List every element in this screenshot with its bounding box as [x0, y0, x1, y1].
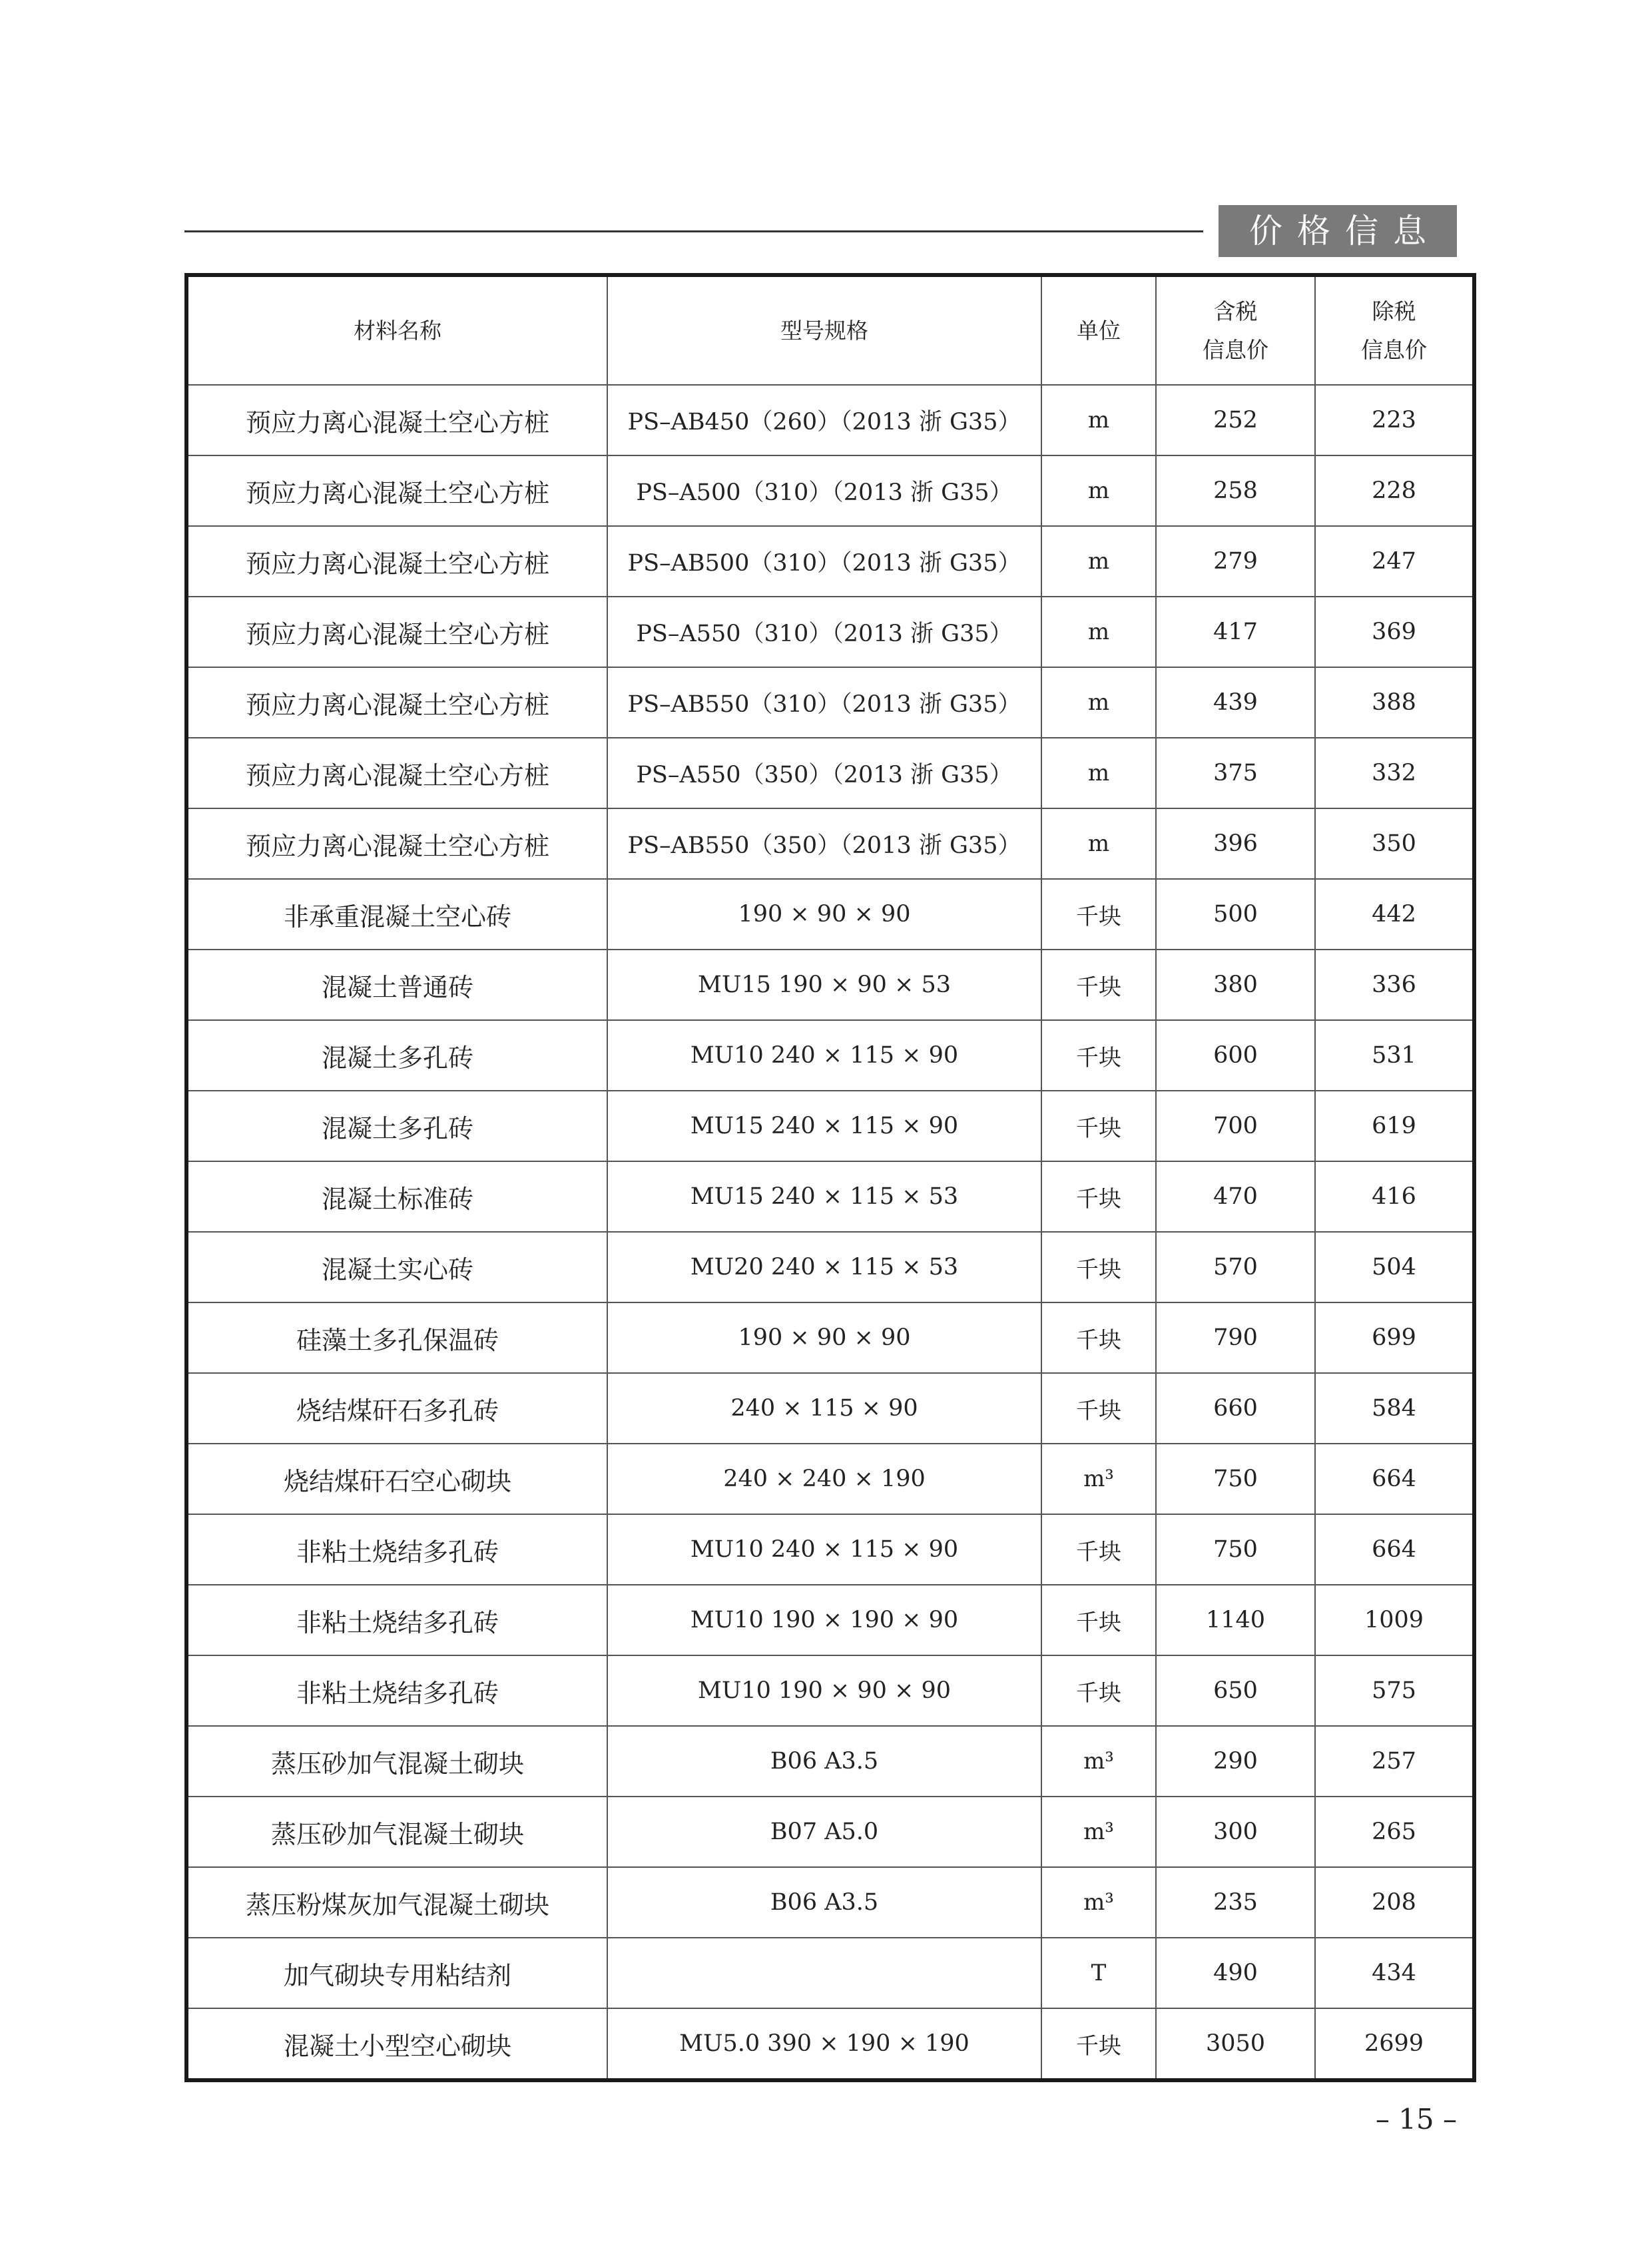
cell-spec: PS–AB550（350）（2013 浙 G35） [607, 808, 1041, 879]
cell-material-name: 混凝土小型空心砌块 [186, 2008, 607, 2080]
table-row [186, 1585, 1474, 1655]
cell-unit: m [1041, 455, 1156, 526]
cell-material-name: 预应力离心混凝土空心方桩 [186, 808, 607, 879]
cell-unit: m [1041, 667, 1156, 738]
cell-unit: 千块 [1041, 1655, 1156, 1726]
table-row [186, 950, 1474, 1020]
table-row [186, 1444, 1474, 1514]
cell-price-tax-included: 300 [1156, 1797, 1315, 1867]
cell-price-tax-excluded: 575 [1315, 1655, 1474, 1726]
cell-material-name: 非承重混凝土空心砖 [186, 879, 607, 950]
cell-unit: m [1041, 808, 1156, 879]
cell-unit: 千块 [1041, 2008, 1156, 2080]
cell-material-name: 预应力离心混凝土空心方桩 [186, 455, 607, 526]
table-row [186, 1655, 1474, 1726]
header-name: 材料名称 [186, 275, 607, 385]
cell-spec: PS–A550（350）（2013 浙 G35） [607, 738, 1041, 808]
cell-price-tax-included: 3050 [1156, 2008, 1315, 2080]
cell-price-tax-included: 600 [1156, 1020, 1315, 1091]
cell-material-name: 预应力离心混凝土空心方桩 [186, 738, 607, 808]
cell-unit: m³ [1041, 1797, 1156, 1867]
cell-unit: m³ [1041, 1444, 1156, 1514]
table-row [186, 1020, 1474, 1091]
cell-spec: MU10 190 × 190 × 90 [607, 1585, 1041, 1655]
cell-material-name: 混凝土实心砖 [186, 1232, 607, 1302]
cell-unit: 千块 [1041, 950, 1156, 1020]
cell-spec: B07 A5.0 [607, 1797, 1041, 1867]
cell-price-tax-excluded: 388 [1315, 667, 1474, 738]
cell-price-tax-included: 750 [1156, 1444, 1315, 1514]
header-spec: 型号规格 [607, 275, 1041, 385]
cell-material-name: 硅藻土多孔保温砖 [186, 1302, 607, 1373]
cell-price-tax-excluded: 247 [1315, 526, 1474, 597]
cell-price-tax-included: 700 [1156, 1091, 1315, 1161]
cell-spec: MU10 240 × 115 × 90 [607, 1020, 1041, 1091]
table-row [186, 667, 1474, 738]
cell-unit: 千块 [1041, 879, 1156, 950]
cell-unit: m [1041, 597, 1156, 667]
cell-material-name: 非粘土烧结多孔砖 [186, 1585, 607, 1655]
cell-unit: m³ [1041, 1726, 1156, 1797]
header-row [186, 275, 1474, 385]
cell-material-name: 混凝土多孔砖 [186, 1020, 607, 1091]
cell-material-name: 预应力离心混凝土空心方桩 [186, 385, 607, 455]
cell-unit: 千块 [1041, 1585, 1156, 1655]
cell-price-tax-included: 500 [1156, 879, 1315, 950]
cell-unit: 千块 [1041, 1514, 1156, 1585]
cell-price-tax-excluded: 619 [1315, 1091, 1474, 1161]
cell-spec: MU5.0 390 × 190 × 190 [607, 2008, 1041, 2080]
cell-price-tax-included: 439 [1156, 667, 1315, 738]
table-row [186, 455, 1474, 526]
cell-spec: PS–AB550（310）（2013 浙 G35） [607, 667, 1041, 738]
header-price-tax-excluded-line1: 除税 [1372, 298, 1416, 324]
cell-unit: 千块 [1041, 1302, 1156, 1373]
cell-spec: MU15 240 × 115 × 53 [607, 1161, 1041, 1232]
header-unit: 单位 [1041, 275, 1156, 385]
cell-unit: 千块 [1041, 1091, 1156, 1161]
cell-material-name: 混凝土多孔砖 [186, 1091, 607, 1161]
cell-material-name: 预应力离心混凝土空心方桩 [186, 526, 607, 597]
cell-spec: MU10 190 × 90 × 90 [607, 1655, 1041, 1726]
cell-spec [607, 1938, 1041, 2008]
cell-unit: m [1041, 738, 1156, 808]
table-row [186, 1726, 1474, 1797]
cell-price-tax-excluded: 223 [1315, 385, 1474, 455]
cell-unit: 千块 [1041, 1232, 1156, 1302]
cell-price-tax-included: 790 [1156, 1302, 1315, 1373]
cell-price-tax-excluded: 699 [1315, 1302, 1474, 1373]
cell-price-tax-included: 279 [1156, 526, 1315, 597]
table-row [186, 1867, 1474, 1938]
table-row [186, 597, 1474, 667]
section-tab: 价格信息 [1219, 205, 1457, 257]
cell-material-name: 预应力离心混凝土空心方桩 [186, 597, 607, 667]
cell-material-name: 混凝土标准砖 [186, 1161, 607, 1232]
cell-unit: 千块 [1041, 1020, 1156, 1091]
cell-price-tax-included: 396 [1156, 808, 1315, 879]
cell-price-tax-excluded: 442 [1315, 879, 1474, 950]
table-row [186, 1091, 1474, 1161]
table-body [186, 385, 1474, 2080]
cell-unit: 千块 [1041, 1373, 1156, 1444]
table-row [186, 385, 1474, 455]
cell-material-name: 蒸压砂加气混凝土砌块 [186, 1726, 607, 1797]
cell-material-name: 加气砌块专用粘结剂 [186, 1938, 607, 2008]
cell-spec: PS–A550（310）（2013 浙 G35） [607, 597, 1041, 667]
header-price-tax-included-line2: 信息价 [1203, 336, 1268, 363]
cell-price-tax-excluded: 350 [1315, 808, 1474, 879]
cell-spec: PS–AB450（260）（2013 浙 G35） [607, 385, 1041, 455]
cell-price-tax-excluded: 416 [1315, 1161, 1474, 1232]
cell-price-tax-excluded: 1009 [1315, 1585, 1474, 1655]
cell-spec: MU15 190 × 90 × 53 [607, 950, 1041, 1020]
cell-unit: m [1041, 385, 1156, 455]
cell-material-name: 混凝土普通砖 [186, 950, 607, 1020]
cell-spec: PS–AB500（310）（2013 浙 G35） [607, 526, 1041, 597]
cell-price-tax-included: 258 [1156, 455, 1315, 526]
cell-price-tax-excluded: 208 [1315, 1867, 1474, 1938]
cell-price-tax-included: 417 [1156, 597, 1315, 667]
cell-price-tax-included: 650 [1156, 1655, 1315, 1726]
cell-price-tax-excluded: 584 [1315, 1373, 1474, 1444]
cell-spec: PS–A500（310）（2013 浙 G35） [607, 455, 1041, 526]
cell-price-tax-excluded: 265 [1315, 1797, 1474, 1867]
table-row [186, 1302, 1474, 1373]
table-row [186, 1514, 1474, 1585]
price-table [184, 273, 1476, 2082]
cell-price-tax-excluded: 664 [1315, 1514, 1474, 1585]
cell-price-tax-included: 290 [1156, 1726, 1315, 1797]
cell-price-tax-excluded: 2699 [1315, 2008, 1474, 2080]
cell-material-name: 烧结煤矸石空心砌块 [186, 1444, 607, 1514]
cell-material-name: 蒸压砂加气混凝土砌块 [186, 1797, 607, 1867]
cell-price-tax-included: 235 [1156, 1867, 1315, 1938]
table-row [186, 1161, 1474, 1232]
table-row [186, 808, 1474, 879]
cell-material-name: 预应力离心混凝土空心方桩 [186, 667, 607, 738]
cell-spec: B06 A3.5 [607, 1867, 1041, 1938]
cell-material-name: 非粘土烧结多孔砖 [186, 1514, 607, 1585]
table-row [186, 1373, 1474, 1444]
cell-spec: MU20 240 × 115 × 53 [607, 1232, 1041, 1302]
cell-price-tax-included: 570 [1156, 1232, 1315, 1302]
cell-spec: MU10 240 × 115 × 90 [607, 1514, 1041, 1585]
cell-price-tax-excluded: 228 [1315, 455, 1474, 526]
cell-price-tax-included: 750 [1156, 1514, 1315, 1585]
cell-material-name: 非粘土烧结多孔砖 [186, 1655, 607, 1726]
cell-spec: 190 × 90 × 90 [607, 1302, 1041, 1373]
cell-material-name: 烧结煤矸石多孔砖 [186, 1373, 607, 1444]
table-row [186, 738, 1474, 808]
table-row [186, 1938, 1474, 2008]
cell-price-tax-included: 252 [1156, 385, 1315, 455]
cell-spec: B06 A3.5 [607, 1726, 1041, 1797]
cell-price-tax-included: 380 [1156, 950, 1315, 1020]
table-row [186, 1232, 1474, 1302]
cell-price-tax-included: 490 [1156, 1938, 1315, 2008]
cell-price-tax-excluded: 504 [1315, 1232, 1474, 1302]
cell-price-tax-excluded: 257 [1315, 1726, 1474, 1797]
cell-price-tax-included: 375 [1156, 738, 1315, 808]
cell-unit: 千块 [1041, 1161, 1156, 1232]
table-row [186, 879, 1474, 950]
cell-price-tax-excluded: 434 [1315, 1938, 1474, 2008]
cell-spec: 240 × 240 × 190 [607, 1444, 1041, 1514]
cell-price-tax-excluded: 336 [1315, 950, 1474, 1020]
cell-spec: MU15 240 × 115 × 90 [607, 1091, 1041, 1161]
header-price-tax-included-line1: 含税 [1213, 298, 1258, 324]
table-row [186, 1797, 1474, 1867]
cell-spec: 240 × 115 × 90 [607, 1373, 1041, 1444]
cell-unit: m³ [1041, 1867, 1156, 1938]
cell-material-name: 蒸压粉煤灰加气混凝土砌块 [186, 1867, 607, 1938]
table-row [186, 2008, 1474, 2080]
header-price-tax-excluded [1315, 275, 1474, 385]
header-price-tax-excluded-line2: 信息价 [1361, 336, 1427, 363]
cell-price-tax-excluded: 332 [1315, 738, 1474, 808]
cell-price-tax-included: 1140 [1156, 1585, 1315, 1655]
cell-price-tax-excluded: 369 [1315, 597, 1474, 667]
cell-spec: 190 × 90 × 90 [607, 879, 1041, 950]
cell-price-tax-excluded: 664 [1315, 1444, 1474, 1514]
cell-price-tax-excluded: 531 [1315, 1020, 1474, 1091]
cell-price-tax-included: 660 [1156, 1373, 1315, 1444]
cell-unit: T [1041, 1938, 1156, 2008]
cell-unit: m [1041, 526, 1156, 597]
header-price-tax-included [1156, 275, 1315, 385]
cell-price-tax-included: 470 [1156, 1161, 1315, 1232]
header-rule [184, 230, 1203, 232]
table-row [186, 526, 1474, 597]
page-number: – 15 – [1375, 2103, 1457, 2135]
